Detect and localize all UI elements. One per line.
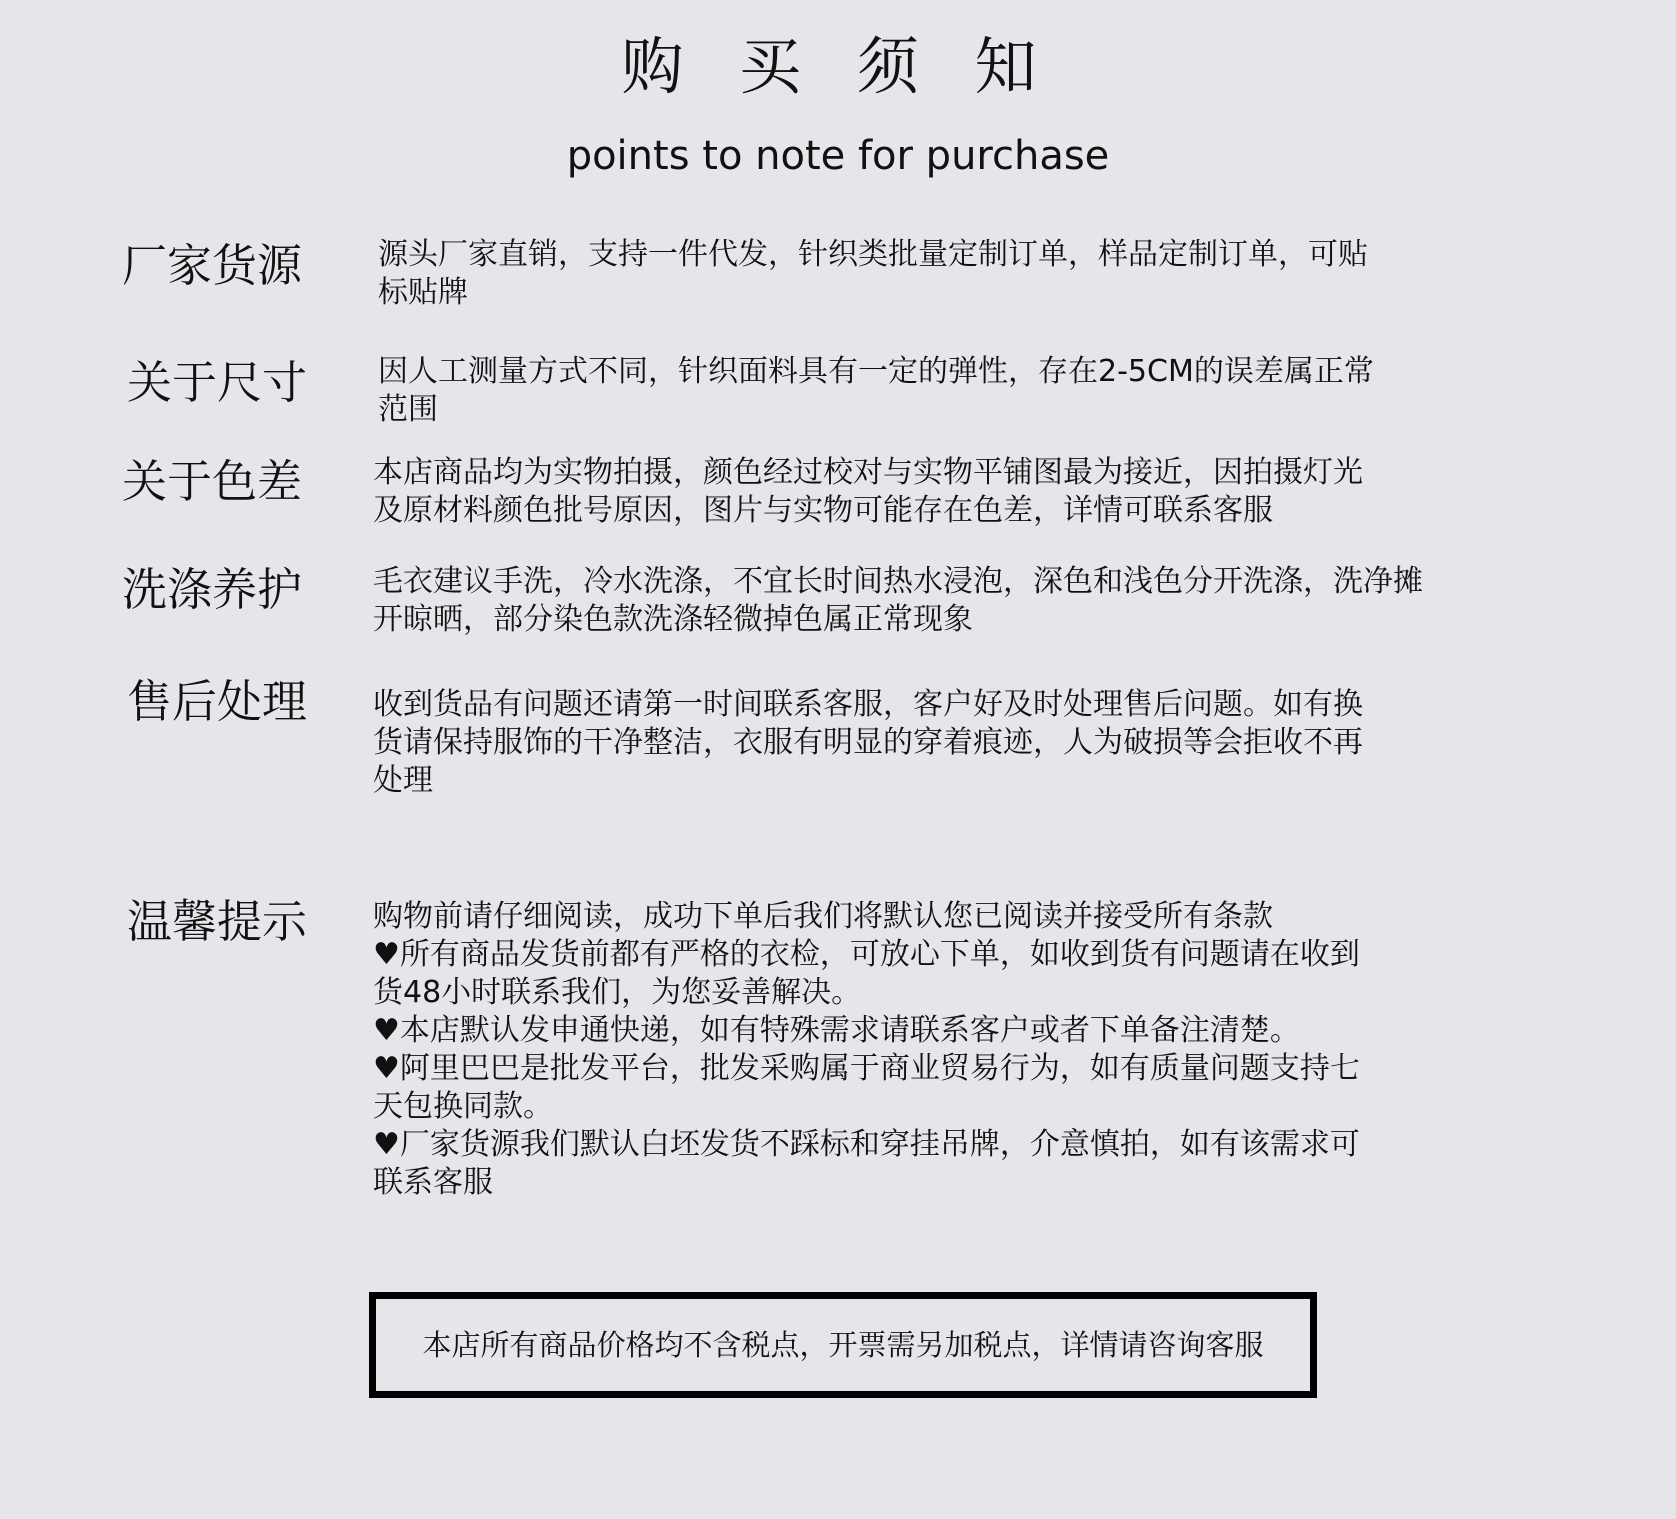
page-subtitle: points to note for purchase [566, 133, 1110, 179]
section-line: 因人工测量方式不同，针织面料具有一定的弹性，存在2-5CM的误差属正常 [378, 354, 1374, 389]
section-line: ♥厂家货源我们默认白坯发货不踩标和穿挂吊牌，介意慎拍，如有该需求可 [373, 1127, 1360, 1162]
section-label: 关于尺寸 [127, 356, 308, 409]
section-line: 购物前请仔细阅读，成功下单后我们将默认您已阅读并接受所有条款 [373, 899, 1273, 934]
section-body [373, 898, 1360, 1202]
section-line: 开晾晒，部分染色款洗涤轻微掉色属正常现象 [373, 602, 973, 637]
section-line: 范围 [378, 392, 438, 427]
section-line: 收到货品有问题还请第一时间联系客服，客户好及时处理售后问题。如有换 [373, 687, 1363, 722]
section-line: 处理 [373, 763, 433, 798]
section-line: 本店商品均为实物拍摄，颜色经过校对与实物平铺图最为接近，因拍摄灯光 [373, 455, 1363, 490]
section-line: 货48小时联系我们，为您妥善解决。 [373, 975, 862, 1010]
section-body [373, 686, 1363, 800]
section-label: 温馨提示 [127, 895, 308, 948]
section-line: 毛衣建议手洗，冷水洗涤，不宜长时间热水浸泡，深色和浅色分开洗涤，洗净摊 [373, 564, 1423, 599]
section-line: 联系客服 [373, 1165, 493, 1200]
section-label: 洗涤养护 [122, 563, 303, 616]
tax-notice-box [369, 1292, 1317, 1398]
section-body [378, 236, 1368, 312]
section-line: ♥所有商品发货前都有严格的衣检，可放心下单，如收到货有问题请在收到 [373, 937, 1360, 972]
section-line: 及原材料颜色批号原因，图片与实物可能存在色差，详情可联系客服 [373, 493, 1273, 528]
tax-notice-text: 本店所有商品价格均不含税点，开票需另加税点，详情请咨询客服 [422, 1328, 1264, 1362]
page-title: 购 买 须 知 [621, 30, 1055, 103]
section-label: 厂家货源 [122, 239, 303, 292]
section-body [378, 353, 1374, 429]
section-line: ♥本店默认发申通快递，如有特殊需求请联系客户或者下单备注清楚。 [373, 1013, 1300, 1048]
section-line: ♥阿里巴巴是批发平台，批发采购属于商业贸易行为，如有质量问题支持七 [373, 1051, 1360, 1086]
section-line: 天包换同款。 [373, 1089, 553, 1124]
section-body [373, 563, 1423, 639]
section-label: 售后处理 [127, 675, 308, 728]
section-line: 货请保持服饰的干净整洁，衣服有明显的穿着痕迹，人为破损等会拒收不再 [373, 725, 1363, 760]
section-body [373, 454, 1363, 530]
section-label: 关于色差 [122, 455, 303, 508]
section-line: 源头厂家直销，支持一件代发，针织类批量定制订单，样品定制订单，可贴 [378, 237, 1368, 272]
section-line: 标贴牌 [378, 275, 468, 310]
